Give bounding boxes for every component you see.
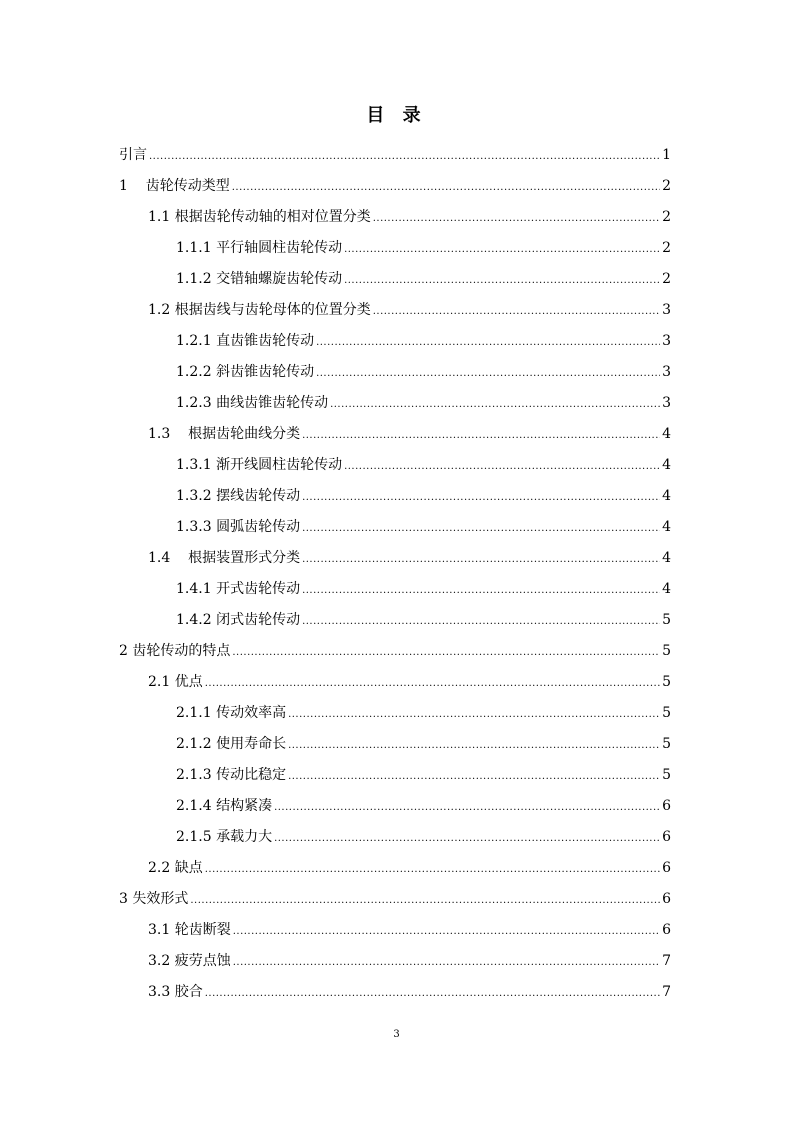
- toc-entry-label: 1.2 根据齿线与齿轮母体的位置分类: [148, 302, 371, 318]
- toc-dot-leader: [302, 606, 660, 637]
- toc-dot-leader: [205, 668, 660, 699]
- toc-entry-page-number: 2: [662, 271, 671, 287]
- toc-entry-page-number: 5: [662, 643, 671, 659]
- toc-entry[interactable]: [0, 636, 793, 667]
- toc-entry-label: 1.1.1 平行轴圆柱齿轮传动: [176, 240, 343, 256]
- toc-dot-leader: [330, 389, 660, 420]
- toc-entry[interactable]: [0, 667, 793, 698]
- toc-entry[interactable]: [0, 822, 793, 853]
- toc-entry-page-number: 2: [662, 240, 671, 256]
- toc-entry[interactable]: [0, 357, 793, 388]
- toc-entry-page-number: 4: [662, 457, 671, 473]
- toc-dot-leader: [149, 141, 660, 172]
- page-number: 3: [393, 1029, 400, 1040]
- toc-dot-leader: [288, 730, 660, 761]
- toc-entry[interactable]: [0, 946, 793, 977]
- toc-entry-label: 2 齿轮传动的特点: [119, 643, 231, 659]
- toc-entry[interactable]: [0, 512, 793, 543]
- toc-dot-leader: [232, 637, 660, 668]
- toc-entry[interactable]: [0, 729, 793, 760]
- toc-entry-page-number: 4: [662, 519, 671, 535]
- toc-entry-page-number: 2: [662, 209, 671, 225]
- toc-entry-label: 1.3 根据齿轮曲线分类: [148, 426, 301, 442]
- toc-dot-leader: [344, 265, 660, 296]
- toc-entry-page-number: 6: [662, 891, 671, 907]
- toc-entry-label: 1.3.1 渐开线圆柱齿轮传动: [176, 457, 343, 473]
- toc-entry-label: 1 齿轮传动类型: [119, 178, 230, 194]
- toc-dot-leader: [302, 575, 660, 606]
- toc-entry[interactable]: [0, 233, 793, 264]
- toc-entry-label: 1.1 根据齿轮传动轴的相对位置分类: [148, 209, 371, 225]
- toc-entry-label: 2.1.4 结构紧凑: [176, 798, 273, 814]
- toc-entry[interactable]: [0, 977, 793, 1008]
- toc-entry[interactable]: [0, 419, 793, 450]
- toc-entry[interactable]: [0, 481, 793, 512]
- toc-entry-label: 2.2 缺点: [148, 860, 203, 876]
- toc-entry-label: 3.1 轮齿断裂: [148, 922, 231, 938]
- toc-entry-page-number: 4: [662, 488, 671, 504]
- toc-entry-page-number: 5: [662, 674, 671, 690]
- toc-entry[interactable]: [0, 853, 793, 884]
- toc-entry-label: 2.1.1 传动效率高: [176, 705, 287, 721]
- toc-dot-leader: [232, 172, 660, 203]
- toc-dot-leader: [344, 451, 660, 482]
- toc-entry-page-number: 5: [662, 612, 671, 628]
- toc-entry-label: 1.4 根据装置形式分类: [148, 550, 301, 566]
- toc-entry[interactable]: [0, 450, 793, 481]
- toc-entry-label: 2.1.2 使用寿命长: [176, 736, 287, 752]
- toc-dot-leader: [205, 978, 660, 1009]
- toc-entry-page-number: 6: [662, 922, 671, 938]
- toc-dot-leader: [302, 482, 660, 513]
- toc-entry-page-number: 5: [662, 705, 671, 721]
- toc-dot-leader: [373, 203, 660, 234]
- toc-dot-leader: [316, 327, 660, 358]
- toc-entry[interactable]: [0, 171, 793, 202]
- toc-dot-leader: [190, 885, 660, 916]
- toc-entry-page-number: 3: [662, 395, 671, 411]
- toc-dot-leader: [288, 699, 660, 730]
- toc-entry[interactable]: [0, 884, 793, 915]
- toc-list: [0, 140, 793, 1008]
- toc-entry-page-number: 3: [662, 302, 671, 318]
- toc-entry[interactable]: [0, 791, 793, 822]
- toc-entry-label: 1.3.2 摆线齿轮传动: [176, 488, 301, 504]
- toc-title: 目 录: [366, 105, 427, 126]
- toc-entry-label: 1.4.1 开式齿轮传动: [176, 581, 301, 597]
- toc-entry-label: 3.2 疲劳点蚀: [148, 953, 231, 969]
- toc-entry[interactable]: [0, 264, 793, 295]
- toc-entry-page-number: 2: [662, 178, 671, 194]
- toc-entry-page-number: 1: [662, 147, 671, 163]
- toc-entry-page-number: 3: [662, 333, 671, 349]
- toc-entry[interactable]: [0, 388, 793, 419]
- toc-dot-leader: [233, 916, 660, 947]
- toc-dot-leader: [274, 823, 660, 854]
- toc-entry[interactable]: [0, 574, 793, 605]
- toc-entry-label: 2.1 优点: [148, 674, 203, 690]
- toc-entry-label: 3 失效形式: [119, 891, 189, 907]
- toc-dot-leader: [302, 513, 660, 544]
- toc-dot-leader: [205, 854, 660, 885]
- toc-entry[interactable]: [0, 605, 793, 636]
- toc-dot-leader: [302, 544, 660, 575]
- toc-entry-page-number: 5: [662, 736, 671, 752]
- toc-entry[interactable]: [0, 543, 793, 574]
- toc-entry[interactable]: [0, 698, 793, 729]
- toc-entry-label: 1.2.2 斜齿锥齿轮传动: [176, 364, 315, 380]
- toc-entry[interactable]: [0, 915, 793, 946]
- toc-dot-leader: [316, 358, 660, 389]
- toc-entry-page-number: 6: [662, 829, 671, 845]
- toc-entry-label: 1.2.1 直齿锥齿轮传动: [176, 333, 315, 349]
- toc-entry-page-number: 6: [662, 860, 671, 876]
- toc-entry-label: 1.2.3 曲线齿锥齿轮传动: [176, 395, 329, 411]
- toc-dot-leader: [302, 420, 660, 451]
- toc-entry-label: 3.3 胶合: [148, 984, 203, 1000]
- toc-entry-page-number: 4: [662, 581, 671, 597]
- toc-entry-page-number: 7: [662, 984, 671, 1000]
- toc-entry[interactable]: [0, 326, 793, 357]
- toc-entry-page-number: 3: [662, 364, 671, 380]
- toc-entry[interactable]: [0, 295, 793, 326]
- toc-entry-label: 引言: [119, 147, 147, 163]
- toc-entry[interactable]: [0, 140, 793, 171]
- toc-entry-page-number: 4: [662, 426, 671, 442]
- toc-entry[interactable]: [0, 202, 793, 233]
- toc-entry-page-number: 5: [662, 767, 671, 783]
- toc-entry-page-number: 4: [662, 550, 671, 566]
- toc-entry-label: 2.1.3 传动比稳定: [176, 767, 287, 783]
- toc-dot-leader: [274, 792, 660, 823]
- toc-dot-leader: [344, 234, 660, 265]
- toc-dot-leader: [373, 296, 660, 327]
- toc-entry-label: 2.1.5 承载力大: [176, 829, 273, 845]
- toc-entry-label: 1.4.2 闭式齿轮传动: [176, 612, 301, 628]
- toc-entry-page-number: 6: [662, 798, 671, 814]
- toc-entry-label: 1.3.3 圆弧齿轮传动: [176, 519, 301, 535]
- toc-dot-leader: [233, 947, 660, 978]
- toc-entry[interactable]: [0, 760, 793, 791]
- toc-entry-page-number: 7: [662, 953, 671, 969]
- toc-dot-leader: [288, 761, 660, 792]
- toc-entry-label: 1.1.2 交错轴螺旋齿轮传动: [176, 271, 343, 287]
